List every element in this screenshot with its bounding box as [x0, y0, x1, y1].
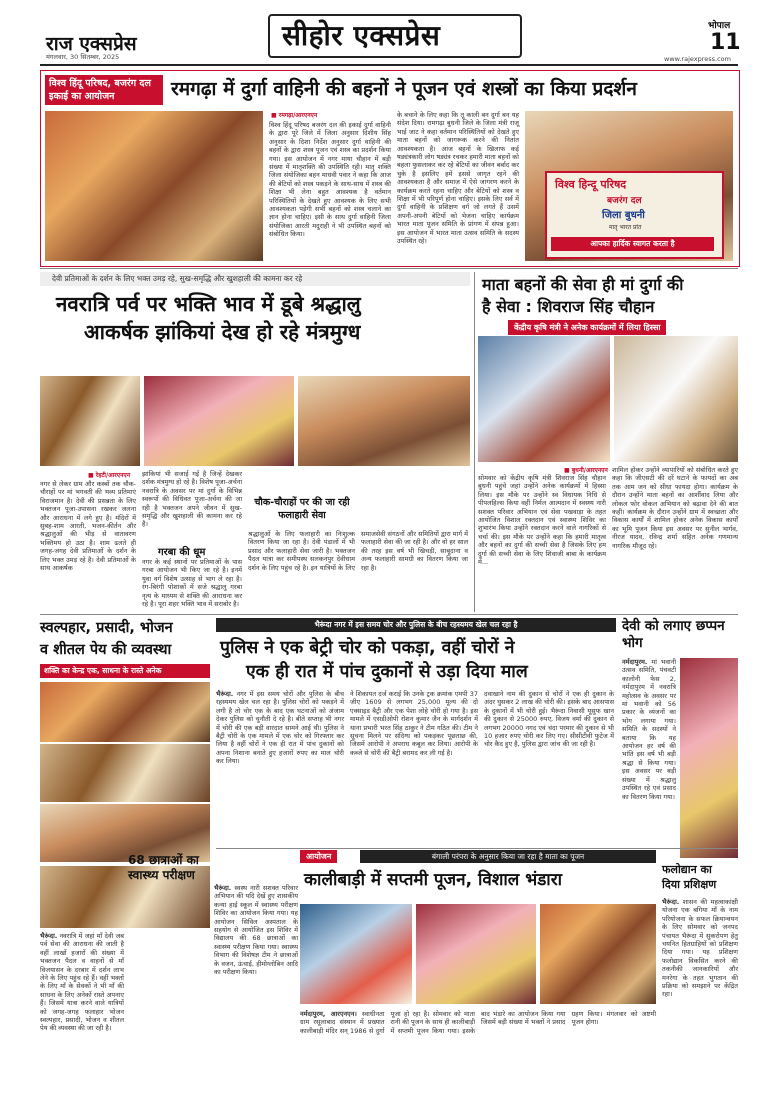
story8-lead: नर्मदापुरम, आरएनएन।: [300, 1010, 357, 1018]
story5-col1: [216, 690, 344, 848]
divider-row1: [40, 268, 738, 269]
story2-photo-1: [40, 376, 140, 466]
story2-col1: नगर से लेकर ग्राम और कस्बों तक चौक-चौराहों पर मां भगवती की भव्य प्रतिमाएं विराजमान है। देवी की प्रसन्नता के लिए भक्तजन पूजा-उपासना रखकर जलना और आराधना में लगे हुए है। मंदिरों में सुबह-शाम आरती, भजन-कीर्तन और श्रद्धालुओं की भीड़ से वातावरण भक्तिमय हो उठा है। शाम ढलते ही जगह-जगह देवी प्रतिमाओं के दर्शन के लिए भक्त उमड़ रहे है। देवी प्रतिमाओं के साथ आकर्षक: [40, 480, 136, 573]
divider-row3: [216, 848, 738, 849]
banner-line4: मातृ भारत प्रांत: [609, 224, 642, 231]
banner-line5: आपका हार्दिक स्वागत करता है: [551, 237, 714, 251]
story3-headline-line2: है सेवा : शिवराज सिंह चौहान: [482, 297, 655, 316]
story9-text-body: शासन की महत्वाकांक्षी योजना एक बगिया माँ के नाम परियोजना के सफल क्रियान्वयन के लिए सोमवार को जनपद पंचायत भैरूंदा में सुकरोपण हेतु चयनित हितग्राहियों को प्रशिक्षण दिया गया। यह प्रशिक्षण फलोद्यान विकसित करने की तकनीकी जानकारियों और मनरेगा के तहत भुगतान की प्रक्रिया को समझाने पर केंद्रित रहा।: [662, 898, 738, 999]
story5-col1-text: नगर में इस समय चोरों और पुलिस के बीच रहस्यमय खेल चल रहा है। पुलिस चोरों को पकड़ने में लगी है तो चोर एक के बाद एक घटनाओं को अंजाम देकर पुलिस को चुनौती दे रहे है। बीते सप्ताह भी नगर में चोरी की एक बड़ी वारदात सामने आई थी। पुलिस ने बैट्री चोरी के एक मामले में एक चोर को गिरफ्तार कर लिया है वहीं चोरों ने एक ही रात में पांच दुकानों को अपना निशाना बनाते हुए हजारों रुपए का माल चोरी कर लिया।: [216, 690, 344, 766]
banner-line3: जिला बुधनी: [602, 210, 645, 221]
story5-col2: ने शिकायत दर्ज कराई कि उनके ट्रक क्रमांक एमपी 37 जीए 1609 से लगभग 25,000 मूल्य की दो एक्साइड बैट्री और एक पेशा लोहे चोरी हो गया है। इस मामले में एसडीओपी रोशन कुमार जैन के मार्गदर्शन में थाना प्रभारी भरत सिंह ठाकुर ने टीम गठित की। टीम ने सूचना मिलने पर संदिग्ध को पकड़कर पूछताछ की, जिसमें आरोपी ने अपराध कबूल कर लिया। आरोपी के कब्जे से चोरी की बैट्री बरामद कर ली गई है।: [350, 690, 478, 757]
story8-headline: कालीबाड़ी में सप्तमी पूजन, विशाल भंडारा: [304, 870, 563, 890]
story-chhappan-bhog: [622, 618, 738, 858]
story9-lead: भैरूंदा.: [662, 898, 680, 906]
story-swalpahar: [40, 618, 210, 863]
story3-photo-1: [478, 336, 610, 462]
story5-headline-line1: पुलिस ने एक बेट्री चोर को पकड़ा, वहीं चोरों ने: [220, 638, 515, 658]
story-police: [216, 618, 616, 848]
story7-lead: भैरूंदा.: [214, 884, 232, 892]
website: www.rajexpress.com: [664, 55, 731, 63]
story-kalibari: [300, 850, 656, 1105]
story9-headline-line1: फलोद्यान का: [662, 863, 712, 876]
story7-text: [214, 884, 298, 1104]
city: भोपाल: [708, 21, 731, 31]
story2-sub1-text: नगर के कई स्थानों पर प्रतिमाओं के पास गरबा आयोजन भी किए जा रहे है। इनमें युवा वर्ग विशेष उत्साह से भाग ले रहा है। रंग-बिरंगी पोशाकों में सजे श्रद्धालु गरबा नृत्य के माध्यम से शक्ति की आराधना कर रहे है। पूरा शहर भक्ति भाव में सराबोर है।: [142, 558, 242, 609]
story2-byline: ■ रेहटी/आरएनएन: [88, 472, 131, 479]
page-number: 11: [710, 30, 741, 55]
story4-deck: शक्ति का केन्द्र एक, साधना के रास्ते अनेक: [40, 664, 210, 678]
story-shivraj: [478, 272, 738, 612]
story8-text-body: स्वाधीनता ग्राम रसूलाबाद संस्थान में प्रख्यात कालीबाड़ी मंदिर सन् 1986 से दुर्गा पूजा हो रहा है। सोमवार को माता रानी की पूजन के साथ ही कालीबाड़ी में सप्तमी पूजन किया गया। इसके बाद भंडारे का आयोजन किया गया जिसमें बड़ी संख्या में भक्तों ने प्रसाद ग्रहण किया। मंगलवार को अष्टमी पूजन होगा।: [300, 1010, 656, 1035]
story3-col2: शामिल होकर उन्होंने व्यापारियों को संबोधित करते हुए कहा कि जीएसटी की दरें घटाने के फायदों का अब तक आम जन को सीधा फायदा होगा। कार्यक्रम के दौरान उन्होंने माता बहनों का आर्शीवाद लिया और लोकल फोर वोकल अभियान को बढ़ावा देने की बात कही। कार्यक्रम के दौरान उन्होंने ग्राम में स्वच्छता और विकास कार्यों में शामिल होकर अनेक विकास कार्यों का भूमि पूजन किया इस अवसर पर सुनील भार्गव, नीरज यादव, रविन्द्र शर्मा सहित अनेक गणमान्य नागरिक मौजूद रहे।: [612, 466, 738, 550]
story1-col2: के बचाने के लिए कहा कि तू काली बन दुर्गा बन यह संदेश दिया। रामगढ़ा बुधनी जिले के जिला मंत्री राजू भाई जाट ने कहा वर्तमान परिस्थितियों को देखते हुए माता बहनों को जागरूक करने की नितांत आवश्यकता है। आज बहनों के खिलाफ कई षड्यंत्रकारी लोग षड्यंत्र रचकर हमारी माता बहनों को बहला फुसलाकर कर रहे बेटियों का जीवन बर्बाद कर चुके है इसलिए हमें इससे जागृत रहने की आवश्यकता है और समाज में ऐसे जागरण करने के कार्यक्रम करते रहना चाहिए और बेटियों को शस्त्र व शिक्षा में भी परिपूर्ण होना चाहिए। इसके लिए सर्व में दुर्गा वाहिनी के प्रशिक्षण वर्ग जो लगते हैं उसमें अपनी-अपनी बेटियों को भेजना चाहिए कार्यक्रम भारत माता पूजन समिति के प्रांगण में संपन्न हुआ। इस आयोजन में भारत माता उत्सव समिति के सदस्य उपस्थित रहे।: [397, 111, 519, 246]
divider-row2: [40, 614, 738, 615]
story9-text: [662, 898, 738, 1102]
story8-photo-2: [416, 904, 536, 1004]
story-phalodyan: [662, 862, 738, 1102]
story3-headline-line1: माता बहनों की सेवा ही मां दुर्गा की: [482, 275, 684, 294]
story2-photo-3: [298, 376, 470, 466]
story-navratri: [40, 272, 470, 612]
story4-headline-line2: व शीतल पेय की व्यवस्था: [40, 642, 172, 658]
story8-text: [300, 1010, 656, 1102]
story5-lead: भैरूंदा.: [216, 690, 234, 698]
story2-headline-line2: आकर्षक झांकियां देख हो रहे मंत्रमुग्ध: [84, 320, 361, 344]
banner-line2: बजरंग दल: [607, 196, 642, 206]
story7-text-body: स्वस्थ नारी सशक्त परिवार अभियान की यदि देखें हुए शासकीय कन्या हाई स्कूल में स्वास्थ्य परीक्षण शिविर का आयोजन किया गया। यह आयोजन सिविल अस्पताल के सहयोग से आयोजित इस शिविर में विद्यालय की 68 छात्राओं का स्वास्थ्य परीक्षण किया गया। स्वास्थ्य विभाग की विशेषज्ञ टीम ने छात्राओं के वजन, ऊंचाई, हीमोग्लोबिन आदि का परीक्षण किया।: [214, 884, 298, 977]
masthead-rule: [40, 64, 738, 66]
story2-photo-2: [144, 376, 294, 466]
story2-col2: झांकियां भी सजाई गई है जिन्हें देखकर दर्शक मंत्रमुग्ध हो रहे है। विशेष पूजा-अर्चना नवरात्रि के अवसर पर मां दुर्गा के विभिन्न स्वरूपों की विधिवत पूजा-अर्चना की जा रही है भक्तजन अपने जीवन में सुख-समृद्धि और खुशहाली की कामना कर रहे है।: [142, 470, 243, 529]
story4-photo-2: [40, 744, 210, 802]
story-ramgarha: [40, 70, 740, 267]
story8-tag: आयोजन: [300, 850, 337, 863]
masthead: [0, 0, 778, 70]
story7-headline-line1: 68 छात्राओं का: [128, 853, 199, 867]
story8-kicker: बंगाली परंपरा के अनुसार किया जा रहा है माता का पूजन: [360, 850, 656, 863]
story4-caption-text: नवरात्रि में जहां माँ देवी जब पर्व सेवा की आराधना की जाती है वहीं लाखों हजारों की संख्या में भक्तजन पैदल व वाहनों से माँ विजयासन के दरबार में दर्शन लाभ लेने के लिए पहुंच रहे हैं। वहीं भक्तों के लिए माँ के सेवकों ने भी माँ की साधना के लिए अनेकों रास्ते अपनाए हैं। जिसमें यात्रा करने वाले यात्रियों को जगह-जगह फलाहार भोजन स्वल्पहार, प्रसादी, भोजन व शीतल पेय की व्यवस्था की जा रही है।: [40, 932, 124, 1033]
story1-col1: विश्व हिंदू परिषद बजरंग दल की इकाई दुर्गा वाहिनी के द्वारा पूरे जिले में जिला अनुसार दिशीय सिंह अनुसार के दिशा निर्देश अनुसार दुर्गा वाहिनी की बहनों के द्वारा शस्त्र पूजन एवं शस्त्र का प्रदर्शन किया गया। इस आयोजन में नगर माया चौहान में बड़ी संख्या में मातृशक्ति की उपस्थिति रही। मातृ शक्ति जिला संयोजिका बहन माधवी पवार ने कहा कि आज की बेटियों को शस्त्र पकड़ने के साथ-साथ में शस्त्र की शिक्षा भी लेना बहुत आवश्यक है वर्तमान परिस्थितियों के देखते हुए आवश्यक के लिए सभी आवश्यकता पड़ेगी सभी बहनों को शस्त्र चलाने का ज्ञान होना चाहिए। इसी के साथ दुर्गा वाहिनी जिला संयोजिका आरती मदुराही ने भी उपस्थित बहनों को संबोधित किया।: [269, 121, 391, 239]
story1-byline: ■ रमगढ़ा/आरएनएन: [271, 112, 318, 119]
story7-headline-line2: स्वास्थ्य परीक्षण: [128, 868, 195, 882]
vhp-banner: [545, 171, 724, 259]
story6-text-body: मां भवानी उत्सव समिति, पंचवटी कालोनी फेस 2, नर्मदापुरम में नवरात्रि महोत्सव के अवसर पर मां भवानी को 56 प्रकार के व्यंजनों का भोग लगाया गया। समिति के सदस्यों ने बताया कि यह आयोजन हर वर्ष की भांति इस वर्ष भी बड़ी श्रद्धा से किया गया। इस अवसर पर बड़ी संख्या में श्रद्धालु उपस्थित रहे एवं प्रसाद का वितरण किया गया।: [622, 658, 676, 801]
paper-name: राज एक्सप्रेस: [46, 33, 137, 55]
story4-caption-lead: भैरूंदा.: [40, 932, 58, 940]
story2-headline-line1: नवरात्रि पर्व पर भक्ति भाव में डूबे श्रद्धालु: [56, 292, 361, 316]
story1-headline: रमगढ़ा में दुर्गा वाहिनी की बहनों ने पूजन एवं शस्त्रों का किया प्रदर्शन: [171, 78, 637, 100]
story5-headline-line2: एक ही रात में पांच दुकानों से उड़ा दिया माल: [246, 662, 528, 682]
divider-col-main: [474, 272, 475, 612]
story3-col1: सोमवार को केंद्रीय कृषि मंत्री शिवराज सिंह चौहान बुधनी पहुंचे जहां उन्होंने अनेक कार्यक्रमों में हिस्सा लिया। इस मौके पर उन्होंने स्व विधायक निधि से पीपलहिल्स किया वहीं निर्मल आत्मदान में स्वस्थ्य नारी सशक्त परिवार अभियान एवं सेवा पखवाड़ा के तहत आयोजित विशाल रक्तदान एवं स्वास्थ्य शिविर का शुभारंभ किया उन्होंने रक्तदान करने वाले नागरिकों से चर्चा की। इस मौके पर उन्होंने कहा कि हमारी मातृत्व और बहनों का दुर्गा की सच्ची सेवा है जिसके लिए हम दुर्गा की सच्ची सेवा के लिए शिवाजी बाबा के कार्यक्रम में...: [478, 474, 606, 567]
story6-photo: [680, 658, 738, 858]
story2-col3: श्रद्धालुओं के लिए फलाहारी का निःशुल्क वितरण किया जा रहा है। देवी पंडालों में भी प्रसाद और फलाहारी सेवा जारी है। भक्तजन पैदल यात्रा कर समीपस्थ सलकनपुर देवीधाम दर्शन के लिए पहुंच रहे है। इन यात्रियों के लिए समाजसेवी संगठनों और समितियों द्वारा मार्ग में फलाहारी सेवा की जा रही है। और वो हर साल की तरह इस वर्ष भी खिचड़ी, साबूदाना व अन्य फलाहारी सामग्री का वितरण किया जा रहा है।: [248, 530, 468, 572]
story3-byline: ■ बुधनी/आरएनएन: [564, 467, 608, 474]
story8-photo-3: [540, 904, 656, 1004]
story4-headline-line1: स्वल्पहार, प्रसादी, भोजन: [40, 620, 173, 636]
story9-headline-line2: दिया प्रशिक्षण: [662, 878, 717, 891]
banner-line1: विश्व हिन्दू परिषद: [555, 178, 627, 191]
story5-kicker: भैरूंदा नगर में इस समय चोर और पुलिस के बीच रहस्यमय खेल चल रहा है: [216, 618, 616, 632]
edition-title: सीहोर एक्सप्रेस: [282, 19, 441, 52]
story-health-check: [128, 853, 214, 1103]
story1-photo-right: [525, 111, 733, 261]
story2-kicker: देवी प्रतिमाओं के दर्शन के लिए भक्त उमड़ रहे, सुख-समृद्धि और खुशहाली की कामना कर रहे: [40, 272, 470, 286]
story8-photo-1: [300, 904, 412, 1004]
story6-lead: नर्मदापुरम.: [622, 658, 648, 666]
story4-photo-1: [40, 682, 210, 742]
story5-col3: दवाखाने नाम की दुकान से चोरों ने एक ही दुकान के अंदर घुसकर 2 लाख की चोरी की। इसके बाद आसपास के दुकानों में भी चोरी हुई। भैरूंदा निवासी यूसुफ खान की दुकान से 25000 रुपए, विजय वर्मा की दुकान से लगभग 20000 नगद एवं चंदा परमार की दुकान से भी 10 हजार रुपए चोरी कर लिए गए। सीसीटीवी फुटेज में चोर कैद हुए है, पुलिस द्वारा जांच की जा रही है।: [484, 690, 614, 749]
story3-photo-2: [614, 336, 738, 462]
story6-text: [622, 658, 676, 801]
story2-sub2: चौक-चौराहों पर की जा रही फलाहारी सेवा: [254, 497, 350, 521]
story1-photo-left: [45, 111, 263, 261]
story3-deck: केंद्रीय कृषि मंत्री ने अनेक कार्यक्रमों में लिया हिस्सा: [508, 320, 666, 335]
story4-caption: [40, 932, 124, 1100]
dateline: मंगलवार, 30 सितम्बर, 2025: [46, 53, 120, 61]
story6-headline: देवी को लगाए छप्पन भोग: [622, 618, 725, 651]
story1-kicker: विश्व हिंदू परिषद, बजरंग दल इकाई का आयोजन: [45, 75, 163, 105]
story2-sub1: गरबा की धूम: [158, 547, 206, 558]
